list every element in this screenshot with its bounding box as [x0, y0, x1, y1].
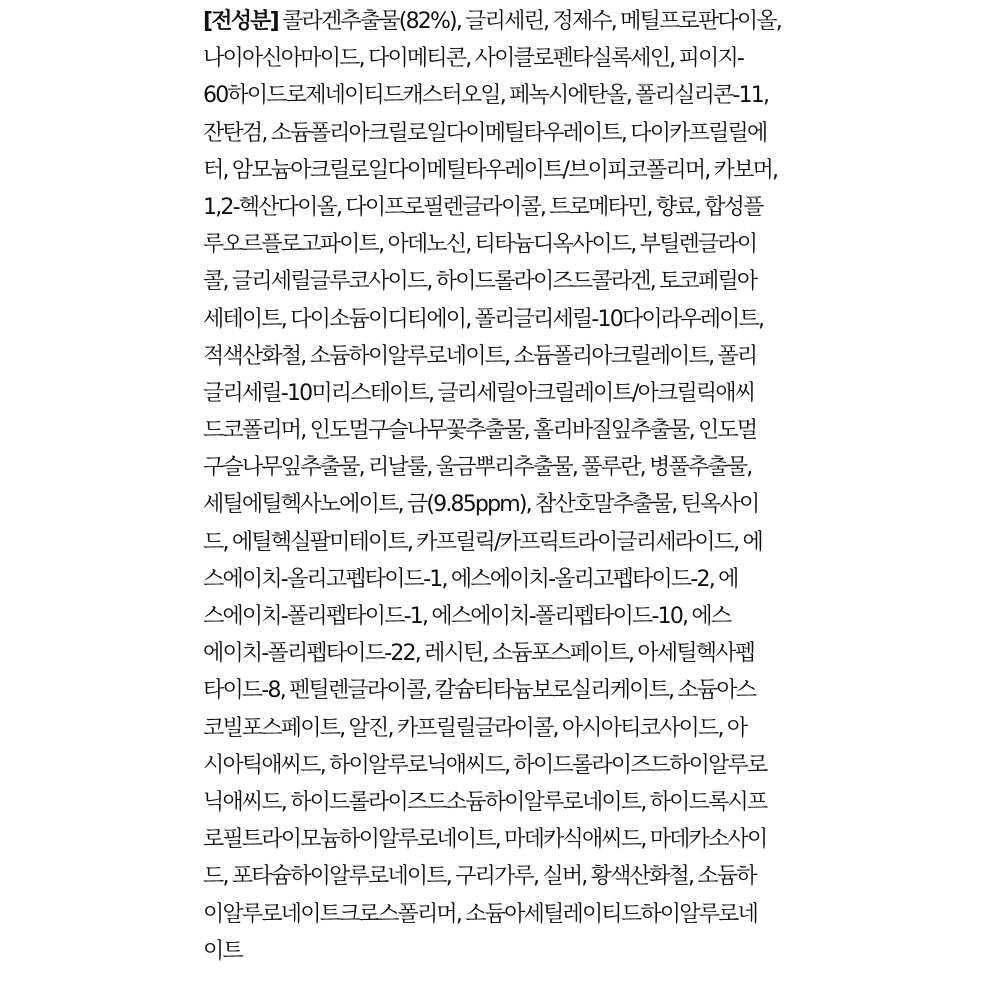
- ingredients-line-5: 터, 암모늄아크릴로일다이메틸타우레이트/브이피코폴리머, 카보머,: [203, 157, 778, 183]
- ingredients-line-4: 잔탄검, 소듐폴리아크릴로일다이메틸타우레이트, 다이카프릴릴에: [203, 120, 767, 146]
- ingredients-line-1: [203, 3, 793, 40]
- ingredients-line-17: 스에이치-폴리펩타이드-1, 에스에이치-폴리펩타이드-10, 에스: [203, 604, 731, 629]
- ingredients-line-12: 드코폴리머, 인도멀구슬나무꽃추출물, 홀리바질잎추출물, 인도멀: [203, 418, 757, 444]
- ingredients-line-23: 로필트라이모늄하이알루로네이트, 마데카식애씨드, 마데카소사이: [203, 827, 767, 853]
- ingredients-line-3: 60하이드로제네이티드캐스터오일, 페녹시에탄올, 폴리실리콘-11,: [203, 83, 769, 109]
- ingredients-line-15: 드, 에틸헥실팔미테이트, 카프릴릭/카프릭트라이글리세라이드, 에: [203, 529, 762, 555]
- ingredients-list: [203, 3, 793, 970]
- ingredients-line-9: 세테이트, 다이소듐이디티에이, 폴리글리세릴-10다이라우레이트,: [203, 306, 764, 332]
- ingredients-line-7: 루오르플로고파이트, 아데노신, 티타늄디옥사이드, 부틸렌글라이: [203, 232, 757, 258]
- ingredients-line-19: 타이드-8, 펜틸렌글라이콜, 칼슘티타늄보로실리케이트, 소듐아스: [203, 678, 756, 704]
- ingredients-line-26: 이트: [203, 938, 242, 964]
- ingredients-line-11: 글리세릴-10미리스테이트, 글리세릴아크릴레이트/아크릴릭애씨: [203, 380, 755, 406]
- ingredients-line-21: 시아틱애씨드, 하이알루로닉애씨드, 하이드롤라이즈드하이알루로: [203, 752, 767, 778]
- ingredients-line-25: 이알루로네이트크로스폴리머, 소듐아세틸레이티드하이알루로네: [203, 901, 758, 927]
- ingredients-line-20: 코빌포스페이트, 알진, 카프릴릴글라이콜, 아시아티코사이드, 아: [203, 715, 747, 741]
- ingredients-line-22: 닉애씨드, 하이드롤라이즈드소듐하이알루로네이트, 하이드록시프: [203, 789, 767, 815]
- ingredients-line-14: 세틸에틸헥사노에이트, 금(9.85ppm), 참산호말추출물, 틴옥사이: [203, 492, 759, 518]
- ingredients-line-10: 적색산화철, 소듐하이알루로네이트, 소듐폴리아크릴레이트, 폴리: [203, 343, 757, 369]
- ingredients-line-16: 스에이치-올리고펩타이드-1, 에스에이치-올리고펩타이드-2, 에: [203, 566, 738, 592]
- ingredients-line-24: 드, 포타슘하이알루로네이트, 구리가루, 실버, 황색산화철, 소듐하: [203, 864, 756, 890]
- ingredients-line-18: 에이치-폴리펩타이드-22, 레시틴, 소듐포스페이트, 아세틸헥사펩: [203, 641, 755, 667]
- ingredients-line-6: 1,2-헥산다이올, 다이프로필렌글라이콜, 트로메타민, 향료, 합성플: [203, 194, 763, 220]
- ingredients-line-13: 구슬나무잎추출물, 리날룰, 울금뿌리추출물, 풀루란, 병풀추출물,: [203, 455, 752, 481]
- ingredients-line-8: 콜, 글리세릴글루코사이드, 하이드롤라이즈드콜라겐, 토코페릴아: [203, 269, 757, 295]
- ingredients-heading: [전성분]: [203, 9, 278, 34]
- ingredients-line-2: 나이아신아마이드, 다이메티콘, 사이클로펜타실록세인, 피이지-: [203, 46, 744, 72]
- ingredients-line-1-text: 콜라겐추출물(82%), 글리세린, 정제수, 메틸프로판다이올,: [277, 9, 781, 34]
